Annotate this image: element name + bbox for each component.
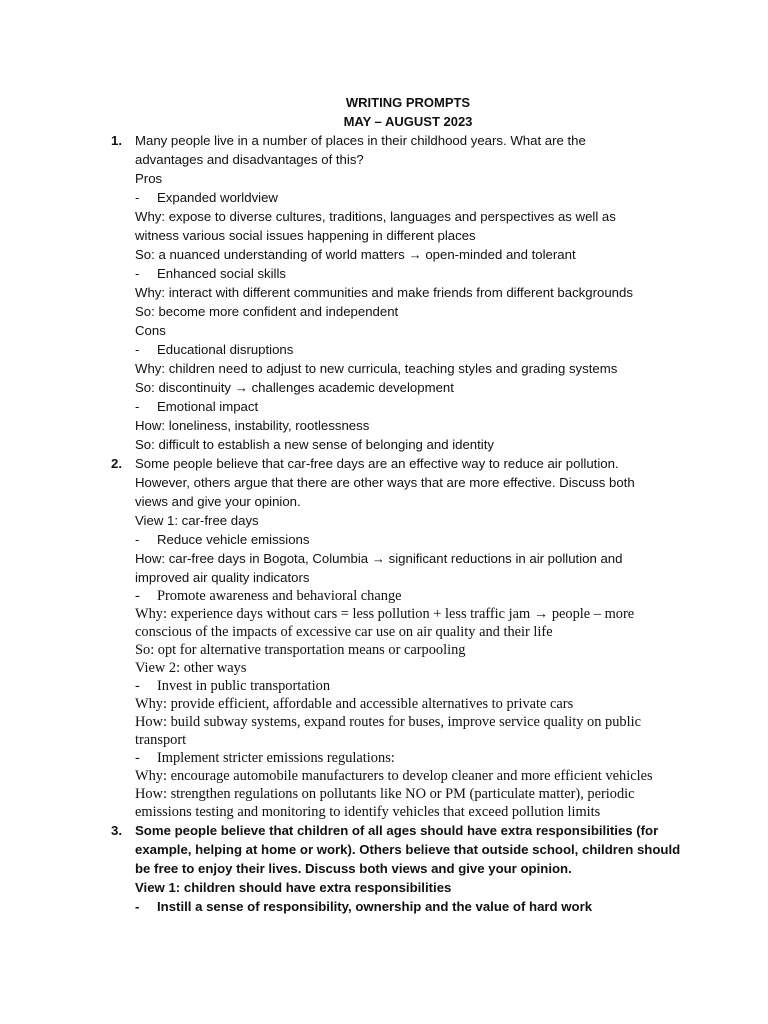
- note-line: How: build subway systems, expand routes for buses, improve service quality on public: [135, 714, 641, 730]
- arrow-icon: →: [533, 606, 549, 622]
- note-line: Why: encourage automobile manufacturers to develop cleaner and more efficient vehicles: [135, 768, 653, 784]
- view-heading: View 1: car-free days: [135, 513, 259, 528]
- document-body: [111, 93, 711, 916]
- document-subtitle: MAY – AUGUST 2023: [343, 114, 473, 129]
- prompt-text: Some people believe that car-free days are an effective way to reduce air pollution.: [135, 456, 619, 471]
- note-line: How: strengthen regulations on pollutants like NO or PM (particulate matter), periodic: [135, 786, 635, 802]
- bullet-point: - Implement stricter emissions regulations:: [135, 750, 395, 766]
- arrow-icon: →: [371, 551, 385, 566]
- prompt-item-3: [111, 821, 711, 916]
- note-line: emissions testing and monitoring to identify vehicles that exceed pollution limits: [135, 804, 601, 820]
- note-line: So: difficult to establish a new sense of belonging and identity: [135, 437, 494, 452]
- bullet-point: - Expanded worldview: [135, 190, 278, 205]
- note-line: Why: experience days without cars = less pollution + less traffic jam → people – more: [135, 606, 635, 622]
- note-line: How: loneliness, instability, rootlessness: [135, 418, 370, 433]
- note-line: Why: provide efficient, affordable and accessible alternatives to private cars: [135, 696, 574, 712]
- note-line: How: car-free days in Bogota, Columbia → significant reductions in air pollution and: [135, 551, 623, 566]
- note-line: So: a nuanced understanding of world matters → open-minded and tolerant: [135, 247, 576, 262]
- view-heading: View 2: other ways: [135, 660, 247, 676]
- prompt-text: Many people live in a number of places in their childhood years. What are the: [135, 133, 586, 148]
- prompt-text: Some people believe that children of all ages should have extra responsibilities (for: [135, 823, 659, 838]
- prompt-number: 1.: [111, 133, 122, 148]
- prompt-text: views and give your opinion.: [135, 494, 301, 509]
- note-line: So: opt for alternative transportation means or carpooling: [135, 642, 466, 658]
- bullet-point: - Invest in public transportation: [135, 678, 331, 694]
- bullet-point: - Reduce vehicle emissions: [135, 532, 310, 547]
- note-line: So: discontinuity → challenges academic development: [135, 380, 454, 395]
- prompt-text: However, others argue that there are other ways that are more effective. Discuss both: [135, 475, 635, 490]
- bullet-point: - Educational disruptions: [135, 342, 294, 357]
- section-heading-cons: Cons: [135, 323, 166, 338]
- document-title: WRITING PROMPTS: [345, 95, 471, 110]
- prompt-number: 3.: [111, 823, 122, 838]
- note-line: transport: [135, 732, 187, 748]
- prompt-item-2: [111, 454, 711, 821]
- prompt-text: example, helping at home or work). Others believe that outside school, children should: [135, 842, 681, 857]
- bullet-point: - Instill a sense of responsibility, ownership and the value of hard work: [135, 899, 593, 914]
- arrow-icon: →: [234, 380, 248, 395]
- note-line: Why: expose to diverse cultures, traditions, languages and perspectives as well as: [135, 209, 616, 224]
- note-line: improved air quality indicators: [135, 570, 310, 585]
- section-heading-pros: Pros: [135, 171, 163, 186]
- prompt-item-1: [111, 131, 711, 454]
- arrow-icon: →: [408, 247, 422, 262]
- note-line: witness various social issues happening in different places: [135, 228, 476, 243]
- view-heading: View 1: children should have extra responsibilities: [135, 880, 452, 895]
- prompt-text: advantages and disadvantages of this?: [135, 152, 364, 167]
- prompt-text: be free to enjoy their lives. Discuss both views and give your opinion.: [135, 861, 572, 876]
- note-line: Why: children need to adjust to new curricula, teaching styles and grading systems: [135, 361, 618, 376]
- bullet-point: - Enhanced social skills: [135, 266, 287, 281]
- note-line: So: become more confident and independent: [135, 304, 399, 319]
- bullet-point: - Emotional impact: [135, 399, 259, 414]
- prompt-number: 2.: [111, 456, 122, 471]
- bullet-point: - Promote awareness and behavioral change: [135, 588, 402, 604]
- note-line: conscious of the impacts of excessive car use on air quality and their life: [135, 624, 553, 640]
- note-line: Why: interact with different communities and make friends from different backgrounds: [135, 285, 633, 300]
